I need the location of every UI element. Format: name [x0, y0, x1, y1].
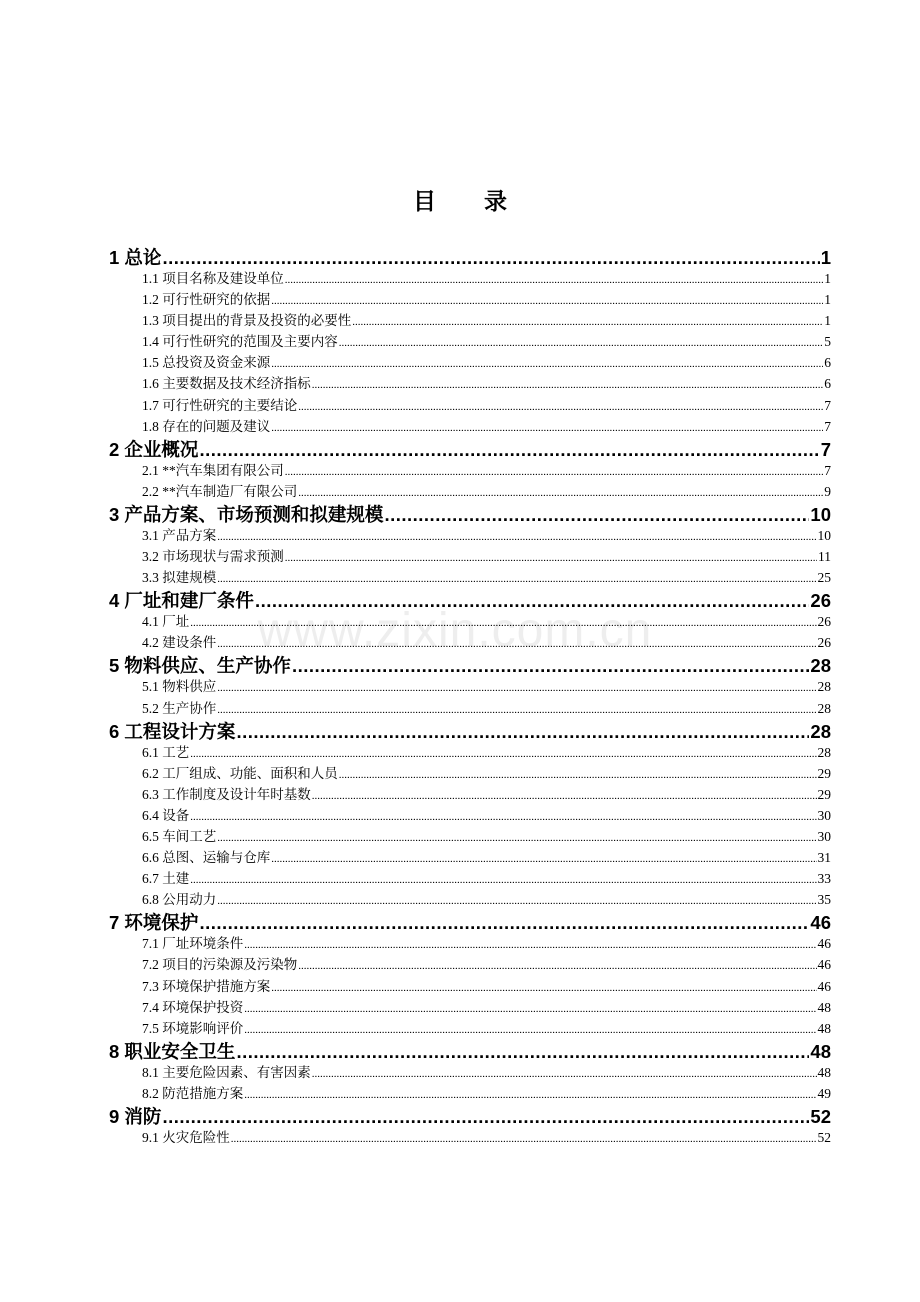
toc-chapter-entry[interactable] [109, 652, 831, 675]
toc-page-number: 26 [817, 614, 831, 630]
toc-entry-label: 9.1 火灾危险性 [142, 1130, 230, 1145]
toc-entry-label: 1.7 可行性研究的主要结论 [142, 397, 298, 413]
toc-page-number: 7 [820, 438, 831, 460]
toc-section-entry[interactable] [109, 741, 831, 762]
toc-page-number: 7 [824, 418, 831, 434]
toc-chapter-entry[interactable] [109, 718, 831, 741]
toc-section-entry[interactable] [109, 996, 831, 1017]
toc-section-entry[interactable] [109, 846, 831, 867]
toc-section-entry[interactable] [109, 783, 831, 804]
toc-page-number: 29 [817, 786, 831, 802]
toc-page-number: 10 [817, 527, 831, 543]
toc-dot-leader [339, 769, 817, 781]
toc-chapter-entry[interactable] [109, 587, 831, 610]
toc-dot-leader [271, 853, 816, 865]
toc-entry-label: 6.1 工艺 [142, 744, 190, 760]
toc-dot-leader [312, 1068, 817, 1080]
toc-section-entry[interactable] [109, 975, 831, 996]
toc-page-number: 33 [817, 871, 831, 887]
toc-page-number: 7 [824, 397, 831, 413]
toc-section-entry[interactable] [109, 888, 831, 909]
toc-section-entry[interactable] [109, 1061, 831, 1082]
toc-entry-label: 2 企业概况 [109, 438, 199, 460]
toc-page-number: 46 [817, 978, 831, 994]
toc-entry-label: 1.3 项目提出的背景及投资的必要性 [142, 313, 352, 329]
toc-entry-label: 8.1 主要危险因素、有害因素 [142, 1064, 311, 1080]
toc-page-number: 1 [824, 292, 831, 308]
toc-section-entry[interactable] [109, 932, 831, 953]
toc-section-entry[interactable] [109, 309, 831, 330]
toc-dot-leader [255, 590, 809, 612]
toc-entry-label: 5 物料供应、生产协作 [109, 655, 291, 677]
toc-page-number: 25 [817, 570, 831, 586]
toc-dot-leader [271, 358, 823, 370]
toc-page-number: 46 [817, 936, 831, 952]
toc-dot-leader [312, 379, 824, 391]
toc-dot-leader [190, 874, 816, 886]
toc-chapter-entry[interactable] [109, 501, 831, 524]
toc-chapter-entry[interactable] [109, 436, 831, 459]
toc-page-number: 48 [817, 999, 831, 1015]
toc-dot-leader [190, 748, 816, 760]
toc-page-number: 46 [810, 912, 831, 934]
toc-entry-label: 2.1 **汽车集团有限公司 [142, 462, 284, 478]
toc-entry-label: 6.3 工作制度及设计年时基数 [142, 786, 311, 802]
watermark: www.zixin.com.cn [257, 604, 653, 657]
toc-dot-leader [352, 316, 823, 328]
toc-dot-leader [190, 811, 816, 823]
toc-section-entry[interactable] [109, 351, 831, 372]
toc-chapter-entry[interactable] [109, 1038, 831, 1061]
toc-section-entry[interactable] [109, 1082, 831, 1103]
toc-entry-label: 1.5 总投资及资金来源 [142, 355, 271, 371]
toc-dot-leader [199, 912, 809, 934]
toc-entry-label: 4 厂址和建厂条件 [109, 590, 254, 612]
toc-entry-label: 7.2 项目的污染源及污染物 [142, 957, 298, 973]
toc-page-number: 26 [810, 590, 831, 612]
toc-page-number: 5 [824, 334, 831, 350]
toc-entry-label: 4.2 建设条件 [142, 635, 217, 651]
toc-page-number: 46 [817, 957, 831, 973]
toc-dot-leader [271, 295, 823, 307]
toc-dot-leader [217, 895, 816, 907]
toc-entry-label: 6.8 公用动力 [142, 892, 217, 908]
toc-page-number: 11 [818, 549, 831, 565]
toc-dot-leader [244, 1003, 816, 1015]
toc-page-number: 10 [810, 503, 831, 525]
toc-section-entry[interactable] [109, 804, 831, 825]
toc-section-entry[interactable] [109, 610, 831, 631]
toc-page-number: 28 [810, 655, 831, 677]
toc-section-entry[interactable] [109, 1017, 831, 1038]
toc-section-entry[interactable] [109, 545, 831, 566]
toc-entry-label: 1 总论 [109, 247, 162, 268]
toc-section-entry[interactable] [109, 1126, 831, 1147]
toc-entry-label: 7.5 环境影响评价 [142, 1020, 244, 1036]
toc-entry-label: 5.2 生产协作 [142, 700, 217, 716]
toc-dot-leader [217, 832, 816, 844]
toc-section-entry[interactable] [109, 867, 831, 888]
toc-entry-label: 9 消防 [109, 1106, 162, 1127]
toc-page-number: 49 [817, 1085, 831, 1101]
toc-dot-leader [298, 401, 823, 413]
toc-dot-leader [292, 655, 809, 677]
toc-section-entry[interactable] [109, 480, 831, 501]
toc-entry-label: 6 工程设计方案 [109, 720, 236, 742]
toc-section-entry[interactable] [109, 953, 831, 974]
table-of-contents [109, 244, 831, 1147]
toc-section-entry[interactable] [109, 631, 831, 652]
toc-dot-leader [217, 682, 816, 694]
toc-page-number: 1 [824, 271, 831, 286]
toc-dot-leader [217, 531, 816, 543]
toc-section-entry[interactable] [109, 825, 831, 846]
toc-entry-label: 8 职业安全卫生 [109, 1040, 236, 1062]
toc-dot-leader [339, 337, 824, 349]
toc-section-entry[interactable] [109, 415, 831, 436]
toc-dot-leader [298, 960, 816, 972]
toc-page-number: 1 [824, 313, 831, 329]
toc-dot-leader [217, 704, 816, 716]
toc-entry-label: 1.8 存在的问题及建议 [142, 418, 271, 434]
toc-entry-label: 6.4 设备 [142, 807, 190, 823]
toc-entry-label: 7 环境保护 [109, 912, 199, 934]
toc-dot-leader [244, 1024, 816, 1036]
toc-page-number: 52 [810, 1106, 831, 1127]
toc-chapter-entry[interactable] [109, 244, 831, 267]
toc-page-number: 6 [824, 355, 831, 371]
toc-section-entry[interactable] [109, 394, 831, 415]
toc-dot-leader [236, 721, 809, 743]
toc-dot-leader [271, 422, 823, 434]
toc-dot-leader [384, 504, 809, 526]
toc-entry-label: 6.5 车间工艺 [142, 828, 217, 844]
page-title: 目 录 [412, 189, 527, 215]
toc-dot-leader [285, 552, 817, 564]
toc-dot-leader [298, 487, 823, 499]
toc-dot-leader [285, 274, 824, 286]
toc-section-entry[interactable] [109, 372, 831, 393]
toc-dot-leader [162, 1106, 809, 1128]
toc-entry-label: 6.7 土建 [142, 871, 190, 887]
toc-page-number: 31 [817, 850, 831, 866]
toc-dot-leader [236, 1041, 809, 1063]
toc-entry-label: 1.1 项目名称及建设单位 [142, 271, 284, 286]
toc-page-number: 29 [817, 765, 831, 781]
toc-page-number: 28 [810, 720, 831, 742]
toc-page-number: 30 [817, 807, 831, 823]
toc-entry-label: 2.2 **汽车制造厂有限公司 [142, 483, 298, 499]
toc-dot-leader [162, 247, 819, 269]
toc-section-entry[interactable] [109, 524, 831, 545]
toc-dot-leader [231, 1133, 817, 1145]
toc-entry-label: 3 产品方案、市场预测和拟建规模 [109, 503, 384, 525]
toc-entry-label: 1.2 可行性研究的依据 [142, 292, 271, 308]
toc-dot-leader [244, 939, 816, 951]
toc-section-entry[interactable] [109, 288, 831, 309]
toc-entry-label: 7.1 厂址环境条件 [142, 936, 244, 952]
toc-dot-leader [244, 1089, 816, 1101]
toc-dot-leader [190, 617, 816, 629]
toc-section-entry[interactable] [109, 675, 831, 696]
toc-page-number: 52 [817, 1130, 831, 1145]
toc-page-number: 48 [817, 1064, 831, 1080]
toc-page-number: 28 [817, 679, 831, 695]
toc-page-number: 48 [810, 1040, 831, 1062]
toc-chapter-entry[interactable] [109, 1103, 831, 1126]
toc-page-number: 28 [817, 700, 831, 716]
toc-page-number: 9 [824, 483, 831, 499]
toc-entry-label: 3.3 拟建规模 [142, 570, 217, 586]
toc-chapter-entry[interactable] [109, 909, 831, 932]
toc-entry-label: 1.6 主要数据及技术经济指标 [142, 376, 311, 392]
toc-page-number: 6 [824, 376, 831, 392]
toc-entry-label: 3.2 市场现状与需求预测 [142, 549, 284, 565]
toc-page-number: 30 [817, 828, 831, 844]
toc-section-entry[interactable] [109, 459, 831, 480]
toc-section-entry[interactable] [109, 697, 831, 718]
toc-page-number: 26 [817, 635, 831, 651]
toc-entry-label: 5.1 物料供应 [142, 679, 217, 695]
toc-page-number: 48 [817, 1020, 831, 1036]
toc-page-number: 7 [824, 462, 831, 478]
toc-dot-leader [312, 790, 817, 802]
toc-dot-leader [285, 466, 824, 478]
toc-entry-label: 6.6 总图、运输与仓库 [142, 850, 271, 866]
toc-dot-leader [217, 638, 816, 650]
toc-page-number: 35 [817, 892, 831, 908]
toc-page-number: 1 [820, 247, 831, 268]
toc-entry-label: 7.4 环境保护投资 [142, 999, 244, 1015]
toc-entry-label: 1.4 可行性研究的范围及主要内容 [142, 334, 338, 350]
toc-section-entry[interactable] [109, 330, 831, 351]
toc-entry-label: 8.2 防范措施方案 [142, 1085, 244, 1101]
toc-dot-leader [271, 982, 816, 994]
toc-dot-leader [217, 573, 816, 585]
toc-entry-label: 6.2 工厂组成、功能、面积和人员 [142, 765, 338, 781]
toc-entry-label: 3.1 产品方案 [142, 527, 217, 543]
toc-entry-label: 7.3 环境保护措施方案 [142, 978, 271, 994]
toc-section-entry[interactable] [109, 762, 831, 783]
toc-section-entry[interactable] [109, 267, 831, 288]
toc-page-number: 28 [817, 744, 831, 760]
toc-entry-label: 4.1 厂址 [142, 614, 190, 630]
toc-section-entry[interactable] [109, 566, 831, 587]
toc-dot-leader [199, 439, 819, 461]
